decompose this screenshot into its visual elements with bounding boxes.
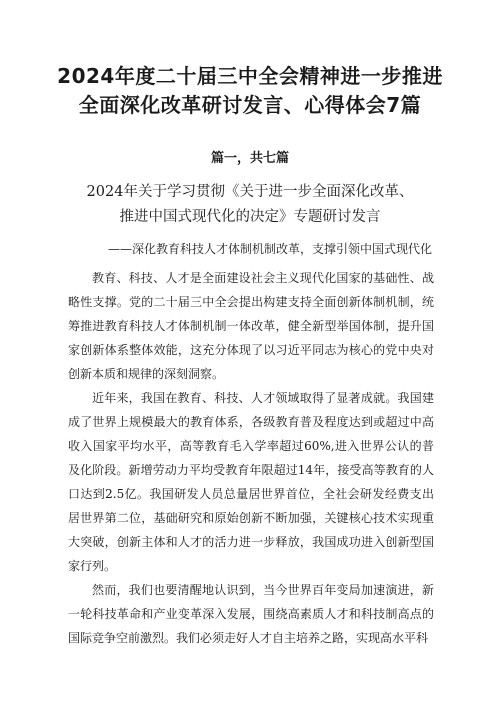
- document-title: [40, 62, 460, 120]
- body-paragraph: 近年来，我国在教育、科技、人才领域取得了显著成就。我国建成了世界上规模最大的教育体系，各级教育普及程度达到或超过中高收入国家平均水平，高等教育毛入学率超过60%,进入世界公认的普及化阶段。新增劳动力平均受教育年限超过14年，接受高等教育的人口达到2.5亿。我国研发人员总量居世界首位，全社会研发经费支出居世界第二位，基础研究和原始创新不断加强，关键核心技术实现重大突破，创新主体和人才的活力进一步释放，我国成功进入创新型国家行列。: [68, 391, 434, 573]
- subtitle-line-1: 2024年关于学习贯彻《关于进一步全面深化改革、: [86, 184, 414, 200]
- speech-tagline: ——深化教育科技人才体制机制改革，支撑引领中国式现代化: [107, 242, 432, 256]
- title-line-1: 2024年度二十届三中全会精神进一步推进: [57, 64, 443, 88]
- body-paragraph: 教育、科技、人才是全面建设社会主义现代化国家的基础性、战略性支撑。党的二十届三中全会提出构建支持全面创新体制机制，统筹推进教育科技人才体制机制一体改革，健全新型举国体制，提升国家创新体系整体效能，这充分体现了以习近平同志为核心的党中央对创新本质和规律的深刻洞察。: [68, 271, 434, 381]
- speech-subtitle: [50, 180, 450, 230]
- body-paragraph: 然而，我们也要清醒地认识到，当今世界百年变局加速演进，新一轮科技革命和产业变革深入发展，围绕高素质人才和科技制高点的国际竞争空前激烈。我们必须走好人才自主培养之路，实现高水平科: [68, 583, 434, 645]
- subtitle-line-2: 推进中国式现代化的决定》专题研讨发言: [119, 209, 381, 225]
- chapter-heading: 篇一，共七篇: [210, 151, 289, 166]
- title-line-2: 全面深化改革研讨发言、心得体会7篇: [78, 93, 422, 117]
